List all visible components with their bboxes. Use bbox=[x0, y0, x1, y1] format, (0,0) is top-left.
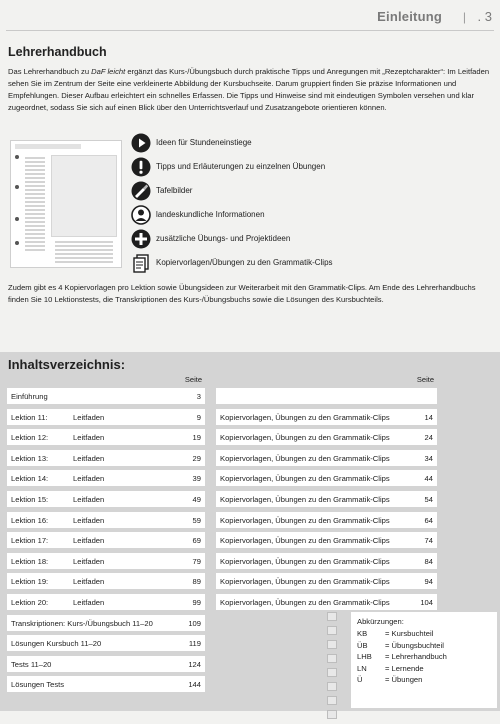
toc-page: 94 bbox=[424, 577, 433, 587]
abbreviations-title: Abkürzungen: bbox=[357, 617, 404, 626]
toc-row-right bbox=[216, 450, 437, 466]
toc-entry: Lektion 13: bbox=[11, 453, 49, 463]
chalk-icon bbox=[131, 181, 151, 201]
abbreviation-key: Ü bbox=[357, 675, 363, 684]
toc-page: 124 bbox=[188, 659, 201, 669]
intro-paragraph bbox=[8, 66, 492, 114]
abbreviation-meaning: = Lernende bbox=[385, 663, 424, 673]
toc-row-left bbox=[7, 450, 205, 466]
toc-row-left bbox=[7, 388, 205, 404]
toc-page: 19 bbox=[192, 433, 201, 443]
toc-row-right bbox=[216, 470, 437, 486]
book-title: DaF leicht bbox=[91, 67, 126, 76]
toc-entry: Lösungen Kursbuch 11–20 bbox=[11, 639, 102, 649]
symbol-label: Tafelbilder bbox=[156, 186, 193, 195]
toc-entry: Lektion 16: bbox=[11, 515, 49, 525]
toc-row-left bbox=[7, 429, 205, 445]
toc-row-left bbox=[7, 512, 205, 528]
toc-page: 54 bbox=[424, 495, 433, 504]
abbreviation-meaning: = Übungsbuchteil bbox=[385, 640, 444, 650]
toc-entry: Lektion 15: bbox=[11, 495, 49, 504]
toc-row-right bbox=[216, 532, 437, 548]
toc-entry-type: Leitfaden bbox=[73, 515, 105, 525]
abbreviations-box bbox=[351, 612, 497, 708]
toc-page: 3 bbox=[196, 392, 201, 401]
toc-entry-type: Leitfaden bbox=[73, 495, 105, 504]
toc-page: 109 bbox=[188, 618, 201, 628]
toc-entry-type: Leitfaden bbox=[73, 433, 105, 443]
toc-page: 89 bbox=[192, 577, 201, 587]
plus-icon bbox=[131, 229, 151, 249]
toc-row-right bbox=[216, 573, 437, 589]
toc-row-right bbox=[216, 429, 437, 445]
toc-entry: Kopiervorlagen, Übungen zu den Grammatik-Clips bbox=[220, 453, 390, 463]
toc-row-right bbox=[216, 409, 437, 425]
header-separator: | bbox=[462, 10, 466, 24]
toc-page: 79 bbox=[192, 556, 201, 566]
toc-entry-type: Leitfaden bbox=[73, 412, 105, 422]
toc-page: 9 bbox=[196, 412, 201, 422]
toc-entry: Kopiervorlagen, Übungen zu den Grammatik-Clips bbox=[220, 515, 390, 525]
abbreviations-panel bbox=[327, 609, 500, 711]
toc-entry-type: Leitfaden bbox=[73, 577, 105, 587]
toc-entry-type: Leitfaden bbox=[73, 536, 105, 546]
toc-entry: Kopiervorlagen, Übungen zu den Grammatik-Clips bbox=[220, 556, 390, 566]
toc-entry: Lektion 17: bbox=[11, 536, 49, 546]
toc-entry: Lektion 18: bbox=[11, 556, 49, 566]
header-divider bbox=[6, 30, 494, 31]
toc-row-left bbox=[7, 532, 205, 548]
page-column-label-right: Seite bbox=[416, 375, 434, 384]
play-icon bbox=[131, 133, 151, 153]
toc-page: 119 bbox=[188, 639, 201, 649]
toc-entry: Transkriptionen: Kurs-/Übungsbuch 11–20 bbox=[11, 618, 153, 628]
toc-entry: Kopiervorlagen, Übungen zu den Grammatik-Clips bbox=[220, 598, 390, 607]
toc-row-left bbox=[7, 491, 205, 507]
symbol-label: Ideen für Stundeneinstiege bbox=[156, 138, 252, 147]
intro-text: Das Lehrerhandbuch zu bbox=[8, 67, 92, 76]
toc-page: 144 bbox=[188, 680, 201, 690]
toc-row-left bbox=[7, 573, 205, 589]
toc-page: 104 bbox=[420, 598, 433, 607]
toc-entry-type: Leitfaden bbox=[73, 598, 105, 607]
toc-page: 14 bbox=[424, 412, 433, 422]
toc-row-left bbox=[7, 635, 205, 651]
toc-row-right bbox=[216, 491, 437, 507]
symbol-label: Tipps und Erläuterungen zu einzelnen Übungen bbox=[156, 162, 326, 171]
abbreviation-key: ÜB bbox=[357, 640, 368, 650]
toc-entry: Kopiervorlagen, Übungen zu den Grammatik-Clips bbox=[220, 412, 390, 422]
toc-page: 59 bbox=[192, 515, 201, 525]
abbreviation-meaning: = Lehrerhandbuch bbox=[385, 652, 447, 661]
symbol-label: zusätzliche Übungs- und Projektideen bbox=[156, 234, 291, 243]
info-person-icon bbox=[131, 205, 151, 225]
toc-entry: Kopiervorlagen, Übungen zu den Grammatik-Clips bbox=[220, 536, 390, 546]
toc-page: 69 bbox=[192, 536, 201, 546]
copy-icon bbox=[131, 253, 151, 273]
toc-row-left bbox=[7, 409, 205, 425]
toc-entry: Einführung bbox=[11, 392, 48, 401]
toc-page: 34 bbox=[424, 453, 433, 463]
toc-page: 99 bbox=[192, 598, 201, 607]
symbol-label: Kopiervorlagen/Übungen zu den Grammatik-Clips bbox=[156, 258, 333, 267]
outro-paragraph: Zudem gibt es 4 Kopiervorlagen pro Lektion sowie Übungsideen zur Weiterarbeit mit den Grammatik-Clips. Am Ende des Lehrerhandbuchs finden Sie 10 Lektionstests, die Transkriptionen des Kurs-/Übungsbuchs sowie die Lösungen des Kursbuchteils. bbox=[8, 283, 476, 304]
toc-entry: Lektion 20: bbox=[11, 598, 49, 607]
page-header bbox=[0, 6, 500, 28]
exclamation-icon bbox=[131, 157, 151, 177]
abbreviation-markers bbox=[327, 612, 341, 724]
symbol-label: landeskundliche Informationen bbox=[156, 210, 265, 219]
toc-page: 74 bbox=[424, 536, 433, 546]
toc-entry: Kopiervorlagen, Übungen zu den Grammatik-Clips bbox=[220, 474, 390, 484]
toc-entry-type: Leitfaden bbox=[73, 453, 105, 463]
toc-page: 44 bbox=[424, 474, 433, 484]
toc-entry: Lektion 19: bbox=[11, 577, 49, 587]
section-title: Lehrerhandbuch bbox=[8, 45, 107, 59]
toc-entry: Lösungen Tests bbox=[11, 680, 65, 690]
toc-row-left bbox=[7, 470, 205, 486]
toc-row-left bbox=[7, 656, 205, 672]
toc-entry: Lektion 14: bbox=[11, 474, 49, 484]
toc-row-right bbox=[216, 388, 437, 404]
toc-row-left bbox=[7, 676, 205, 692]
toc-page: 84 bbox=[424, 556, 433, 566]
toc-row-right bbox=[216, 594, 437, 610]
toc-page: 29 bbox=[192, 453, 201, 463]
toc-page: 49 bbox=[192, 495, 201, 504]
abbreviation-key: KB bbox=[357, 629, 368, 638]
toc-page: 64 bbox=[424, 515, 433, 525]
page-number: . 3 bbox=[477, 9, 492, 24]
toc-row-left bbox=[7, 594, 205, 610]
toc-entry: Lektion 11: bbox=[11, 412, 48, 422]
toc-entry-type: Leitfaden bbox=[73, 474, 105, 484]
intro-text: ergänzt das Kurs-/Übungsbuch durch praktische Tipps und Anregungen mit „Rezeptcharakter“: Im Leitfaden sehen Sie im Zentrum der Seite eine verkleinerte Abbildung der Kursbuchseite. Darum gruppiert finden Sie präzise Informationen und Empfehlungen. Dieser Aufbau erleichtert ein schnelles Erfassen. Die Tipps und Hinweise sind mit eindeutigen Symbolen versehen und klar zugeordnet, sodass Sie sich auf einen Blick über den Unterrichtsverlauf und Zusatzangebote orientieren können. bbox=[8, 67, 490, 112]
abbreviation-meaning: = Übungen bbox=[385, 675, 423, 684]
toc-row-right bbox=[216, 512, 437, 528]
abbreviation-key: LN bbox=[357, 663, 367, 673]
header-title: Einleitung bbox=[377, 9, 442, 24]
toc-entry: Kopiervorlagen, Übungen zu den Grammatik-Clips bbox=[220, 433, 390, 443]
toc-title: Inhaltsverzeichnis: bbox=[8, 357, 126, 372]
page-column-label-left: Seite bbox=[184, 375, 202, 384]
handbook-page-thumbnail bbox=[10, 140, 122, 268]
toc-entry: Kopiervorlagen, Übungen zu den Grammatik-Clips bbox=[220, 495, 390, 504]
toc-entry: Tests 11–20 bbox=[11, 659, 52, 669]
toc-entry: Lektion 12: bbox=[11, 433, 49, 443]
abbreviation-meaning: = Kursbuchteil bbox=[385, 629, 434, 638]
toc-entry-type: Leitfaden bbox=[73, 556, 105, 566]
toc-row-left bbox=[7, 553, 205, 569]
toc-row-left bbox=[7, 615, 205, 631]
toc-page: 24 bbox=[424, 433, 433, 443]
toc-row-right bbox=[216, 553, 437, 569]
toc-entry: Kopiervorlagen, Übungen zu den Grammatik-Clips bbox=[220, 577, 390, 587]
abbreviation-key: LHB bbox=[357, 652, 372, 661]
toc-page: 39 bbox=[192, 474, 201, 484]
